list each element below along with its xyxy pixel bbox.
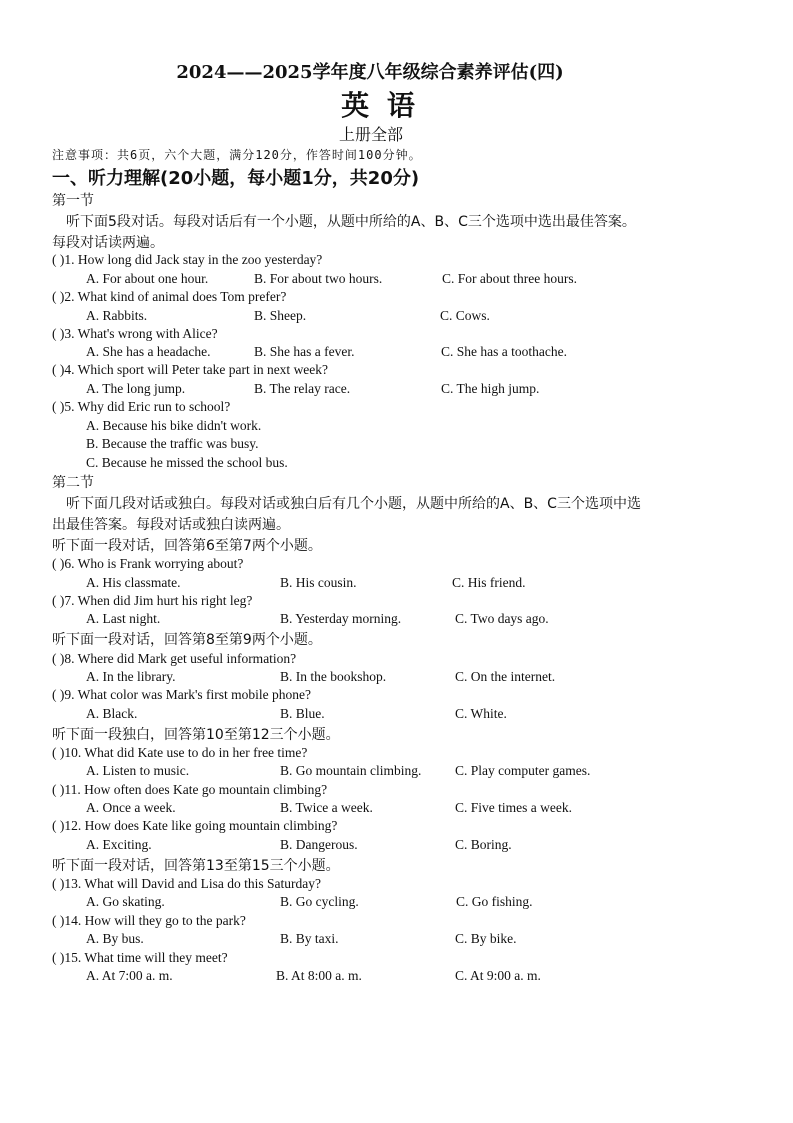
option-c: C. On the internet. (455, 669, 556, 684)
option-c: C. She has a toothache. (441, 344, 567, 359)
question-stem: ( )12. How does Kate like going mountain climbing? (52, 818, 338, 833)
option-c: C. Because he missed the school bus. (86, 455, 288, 470)
subject-title: 英 语 (341, 89, 419, 122)
option-c: C. Boring. (455, 837, 512, 852)
option-c: C. Cows. (440, 308, 490, 323)
option-a: A. Rabbits. (86, 308, 148, 323)
option-b: B. At 8:00 a. m. (276, 968, 362, 983)
question-stem: ( )15. What time will they meet? (52, 950, 228, 965)
section-instruction: 出最佳答案。每段对话或独白读两遍。 (52, 517, 290, 533)
option-a: A. Last night. (86, 611, 161, 626)
question-stem: ( )3. What's wrong with Alice? (52, 326, 218, 341)
option-b: B. Blue. (280, 706, 325, 721)
section-label: 第二节 (52, 475, 94, 491)
option-b: B. Sheep. (254, 308, 307, 323)
question-stem: ( )13. What will David and Lisa do this Saturday? (52, 876, 321, 891)
option-c: C. Go fishing. (456, 894, 533, 909)
option-c: C. Five times a week. (455, 800, 572, 815)
option-c: C. At 9:00 a. m. (455, 968, 541, 983)
option-b: B. She has a fever. (254, 344, 355, 359)
option-a: A. Listen to music. (86, 763, 190, 778)
question-stem: ( )8. Where did Mark get useful information? (52, 651, 297, 666)
question-stem: ( )5. Why did Eric run to school? (52, 399, 231, 414)
listening-prompt: 听下面一段独白，回答第10至第12三个小题。 (52, 727, 340, 743)
question-stem: ( )6. Who is Frank worrying about? (52, 556, 244, 571)
question-stem: ( )4. Which sport will Peter take part in next week? (52, 362, 329, 377)
option-b: B. Twice a week. (280, 800, 373, 815)
section-instruction: 每段对话读两遍。 (52, 235, 164, 251)
question-stem: ( )11. How often does Kate go mountain climbing? (52, 782, 328, 797)
option-b: B. In the bookshop. (280, 669, 387, 684)
option-c: C. The high jump. (441, 381, 540, 396)
listening-prompt: 听下面一段对话，回答第8至第9两个小题。 (52, 632, 322, 648)
option-a: A. She has a headache. (86, 344, 211, 359)
option-a: A. In the library. (86, 669, 176, 684)
part-title: 一、听力理解(20小题，每小题1分，共20分) (52, 168, 420, 189)
section-instruction: 听下面5段对话。每段对话后有一个小题，从题中所给的A、B、C三个选项中选出最佳答案。 (66, 214, 636, 230)
option-a: A. Once a week. (86, 800, 176, 815)
option-b: B. Go mountain climbing. (280, 763, 422, 778)
option-c: C. Play computer games. (455, 763, 591, 778)
listening-prompt: 听下面一段对话，回答第13至第15三个小题。 (52, 858, 340, 874)
option-a: A. For about one hour. (86, 271, 209, 286)
option-b: B. The relay race. (254, 381, 351, 396)
option-b: B. By taxi. (280, 931, 339, 946)
option-c: C. By bike. (455, 931, 517, 946)
option-b: B. His cousin. (280, 575, 357, 590)
question-stem: ( )9. What color was Mark's first mobile phone? (52, 687, 311, 702)
option-a: A. Because his bike didn't work. (86, 418, 262, 433)
section-instruction: 听下面几段对话或独白。每段对话或独白后有几个小题，从题中所给的A、B、C三个选项中选 (66, 496, 641, 512)
option-a: A. At 7:00 a. m. (86, 968, 173, 983)
option-b: B. For about two hours. (254, 271, 383, 286)
option-a: A. His classmate. (86, 575, 181, 590)
question-stem: ( )10. What did Kate use to do in her free time? (52, 745, 308, 760)
option-c: C. His friend. (452, 575, 526, 590)
scope-label: 上册全部 (338, 125, 403, 144)
option-c: C. White. (455, 706, 507, 721)
question-stem: ( )1. How long did Jack stay in the zoo yesterday? (52, 252, 323, 267)
option-a: A. The long jump. (86, 381, 186, 396)
question-stem: ( )2. What kind of animal does Tom prefer? (52, 289, 287, 304)
question-stem: ( )7. When did Jim hurt his right leg? (52, 593, 253, 608)
exam-notice: 注意事项：共6页，六个大题，满分120分，作答时间100分钟。 (52, 148, 422, 162)
section-label: 第一节 (52, 193, 94, 209)
option-a: A. Black. (86, 706, 138, 721)
option-b: B. Because the traffic was busy. (86, 436, 259, 451)
option-a: A. Exciting. (86, 837, 152, 852)
option-b: B. Go cycling. (280, 894, 359, 909)
option-b: B. Dangerous. (280, 837, 358, 852)
listening-prompt: 听下面一段对话，回答第6至第7两个小题。 (52, 538, 322, 554)
option-a: A. By bus. (86, 931, 144, 946)
question-stem: ( )14. How will they go to the park? (52, 913, 246, 928)
option-a: A. Go skating. (86, 894, 165, 909)
exam-title: 2024——2025学年度八年级综合素养评估(四) (176, 62, 564, 83)
option-b: B. Yesterday morning. (280, 611, 402, 626)
option-c: C. Two days ago. (455, 611, 549, 626)
option-c: C. For about three hours. (442, 271, 577, 286)
